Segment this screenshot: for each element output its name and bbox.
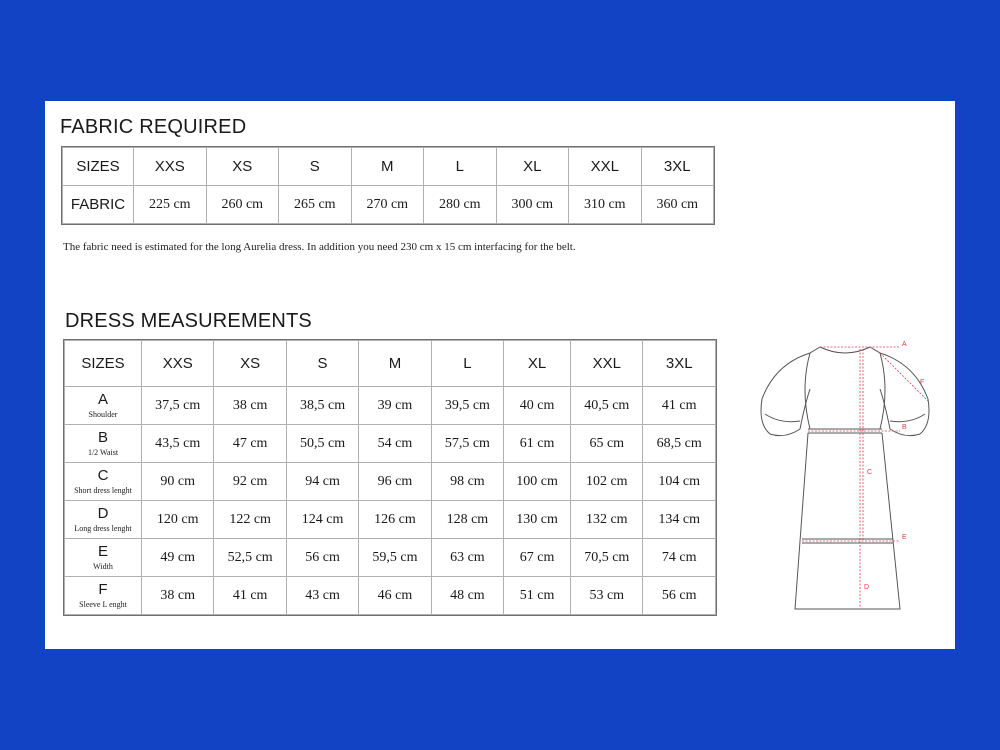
fabric-values-row: [63, 186, 714, 224]
measure-f-line: [880, 353, 928, 401]
fabric-size-m: M: [351, 148, 424, 186]
measurement-cell: 98 cm: [431, 463, 503, 501]
marker-a: A: [902, 341, 907, 348]
row-description: Width: [93, 561, 113, 571]
neckline: [820, 347, 870, 353]
fabric-size-3xl: 3XL: [641, 148, 714, 186]
measurement-cell: 49 cm: [142, 539, 214, 577]
row-letter: E: [97, 542, 108, 560]
left-sleeve: [761, 353, 810, 436]
measurement-cell: 96 cm: [359, 463, 431, 501]
measurement-cell: 40 cm: [504, 387, 571, 425]
measurement-cell: 92 cm: [214, 463, 286, 501]
fabric-value: 300 cm: [496, 186, 569, 224]
fabric-note: The fabric need is estimated for the long Aurelia dress. In addition you need 230 cm x 15 cm interfacing for the belt.: [63, 241, 576, 253]
measurement-cell: 94 cm: [286, 463, 358, 501]
measurement-row-f: [65, 577, 716, 615]
size-chart-sheet: [45, 101, 955, 649]
bodice: [805, 347, 885, 429]
measurement-cell: 52,5 cm: [214, 539, 286, 577]
dress-size-3xl: 3XL: [643, 341, 716, 387]
measurement-cell: 122 cm: [214, 501, 286, 539]
measurement-cell: 39 cm: [359, 387, 431, 425]
dress-header-row: [65, 341, 716, 387]
measurement-cell: 128 cm: [431, 501, 503, 539]
fabric-value: 225 cm: [134, 186, 207, 224]
measurement-cell: 46 cm: [359, 577, 431, 615]
dress-size-m: M: [359, 341, 431, 387]
measurement-cell: 51 cm: [504, 577, 571, 615]
dress-size-s: S: [286, 341, 358, 387]
measurement-row-d: [65, 501, 716, 539]
row-letter: C: [97, 466, 109, 484]
left-cuff: [765, 414, 800, 422]
measurement-cell: 54 cm: [359, 425, 431, 463]
measurement-cell: 47 cm: [214, 425, 286, 463]
row-description: Short dress lenght: [74, 485, 132, 495]
measurement-row-e: [65, 539, 716, 577]
marker-d: D: [864, 584, 870, 591]
dress-size-xl: XL: [504, 341, 571, 387]
measurement-cell: 104 cm: [643, 463, 716, 501]
row-label: [65, 463, 142, 501]
measurement-cell: 124 cm: [286, 501, 358, 539]
marker-f: F: [920, 379, 925, 386]
measurement-cell: 48 cm: [431, 577, 503, 615]
measurement-cell: 50,5 cm: [286, 425, 358, 463]
measurement-cell: 61 cm: [504, 425, 571, 463]
measurement-cell: 53 cm: [571, 577, 643, 615]
right-cuff: [890, 414, 925, 422]
dress-size-xxs: XXS: [142, 341, 214, 387]
row-letter: A: [97, 390, 108, 408]
measurement-cell: 41 cm: [643, 387, 716, 425]
measurement-cell: 38 cm: [142, 577, 214, 615]
measurement-cell: 68,5 cm: [643, 425, 716, 463]
dress-outline: [761, 347, 929, 609]
fabric-size-l: L: [424, 148, 497, 186]
measurement-cell: 120 cm: [142, 501, 214, 539]
measurement-cell: 40,5 cm: [571, 387, 643, 425]
dress-size-l: L: [431, 341, 503, 387]
measurement-row-c: [65, 463, 716, 501]
fabric-table: [62, 147, 714, 224]
fabric-value: 260 cm: [206, 186, 279, 224]
measurement-cell: 43,5 cm: [142, 425, 214, 463]
row-label: [65, 577, 142, 615]
measurement-cell: 57,5 cm: [431, 425, 503, 463]
fabric-size-xl: XL: [496, 148, 569, 186]
measurement-cell: 102 cm: [571, 463, 643, 501]
measurement-cell: 67 cm: [504, 539, 571, 577]
fabric-required-title: FABRIC REQUIRED: [60, 116, 247, 138]
row-label: [65, 501, 142, 539]
fabric-row-label: FABRIC: [63, 186, 134, 224]
fabric-header-row: [63, 148, 714, 186]
row-description: Shoulder: [88, 409, 118, 419]
measurement-row-a: [65, 387, 716, 425]
row-letter: D: [97, 504, 109, 522]
measurement-cell: 37,5 cm: [142, 387, 214, 425]
dress-diagram: [750, 329, 940, 619]
fabric-value: 265 cm: [279, 186, 352, 224]
fabric-value: 270 cm: [351, 186, 424, 224]
measurement-cell: 126 cm: [359, 501, 431, 539]
marker-c: C: [867, 469, 873, 476]
dress-sizes-label: SIZES: [65, 341, 142, 387]
dress-size-xxl: XXL: [571, 341, 643, 387]
measurement-cell: 39,5 cm: [431, 387, 503, 425]
measurement-cell: 100 cm: [504, 463, 571, 501]
measurement-cell: 41 cm: [214, 577, 286, 615]
measurement-cell: 59,5 cm: [359, 539, 431, 577]
fabric-size-xs: XS: [206, 148, 279, 186]
fabric-size-xxs: XXS: [134, 148, 207, 186]
fabric-size-s: S: [279, 148, 352, 186]
dress-size-xs: XS: [214, 341, 286, 387]
row-description: 1/2 Waist: [87, 447, 119, 457]
measurement-cell: 132 cm: [571, 501, 643, 539]
measurement-cell: 65 cm: [571, 425, 643, 463]
fabric-sizes-label: SIZES: [63, 148, 134, 186]
row-label: [65, 387, 142, 425]
measurement-cell: 63 cm: [431, 539, 503, 577]
fabric-value: 280 cm: [424, 186, 497, 224]
measurement-cell: 43 cm: [286, 577, 358, 615]
fabric-size-xxl: XXL: [569, 148, 642, 186]
row-label: [65, 539, 142, 577]
row-label: [65, 425, 142, 463]
dress-measurements-title: DRESS MEASUREMENTS: [65, 310, 312, 332]
measurement-cell: 70,5 cm: [571, 539, 643, 577]
measurement-row-b: [65, 425, 716, 463]
measurement-cell: 38 cm: [214, 387, 286, 425]
measurement-cell: 130 cm: [504, 501, 571, 539]
row-letter: F: [98, 580, 108, 598]
fabric-value: 360 cm: [641, 186, 714, 224]
skirt: [795, 433, 900, 609]
row-description: Long dress lenght: [74, 523, 132, 533]
row-letter: B: [97, 428, 108, 446]
measurement-cell: 56 cm: [643, 577, 716, 615]
measurement-cell: 90 cm: [142, 463, 214, 501]
measurement-cell: 56 cm: [286, 539, 358, 577]
measurement-cell: 134 cm: [643, 501, 716, 539]
marker-b: B: [902, 424, 907, 431]
fabric-value: 310 cm: [569, 186, 642, 224]
measurement-cell: 38,5 cm: [286, 387, 358, 425]
marker-e: E: [902, 534, 907, 541]
dress-measurements-table: [64, 340, 716, 615]
measurement-cell: 74 cm: [643, 539, 716, 577]
row-description: Sleeve L enght: [79, 599, 127, 609]
measure-lines: [802, 347, 928, 607]
